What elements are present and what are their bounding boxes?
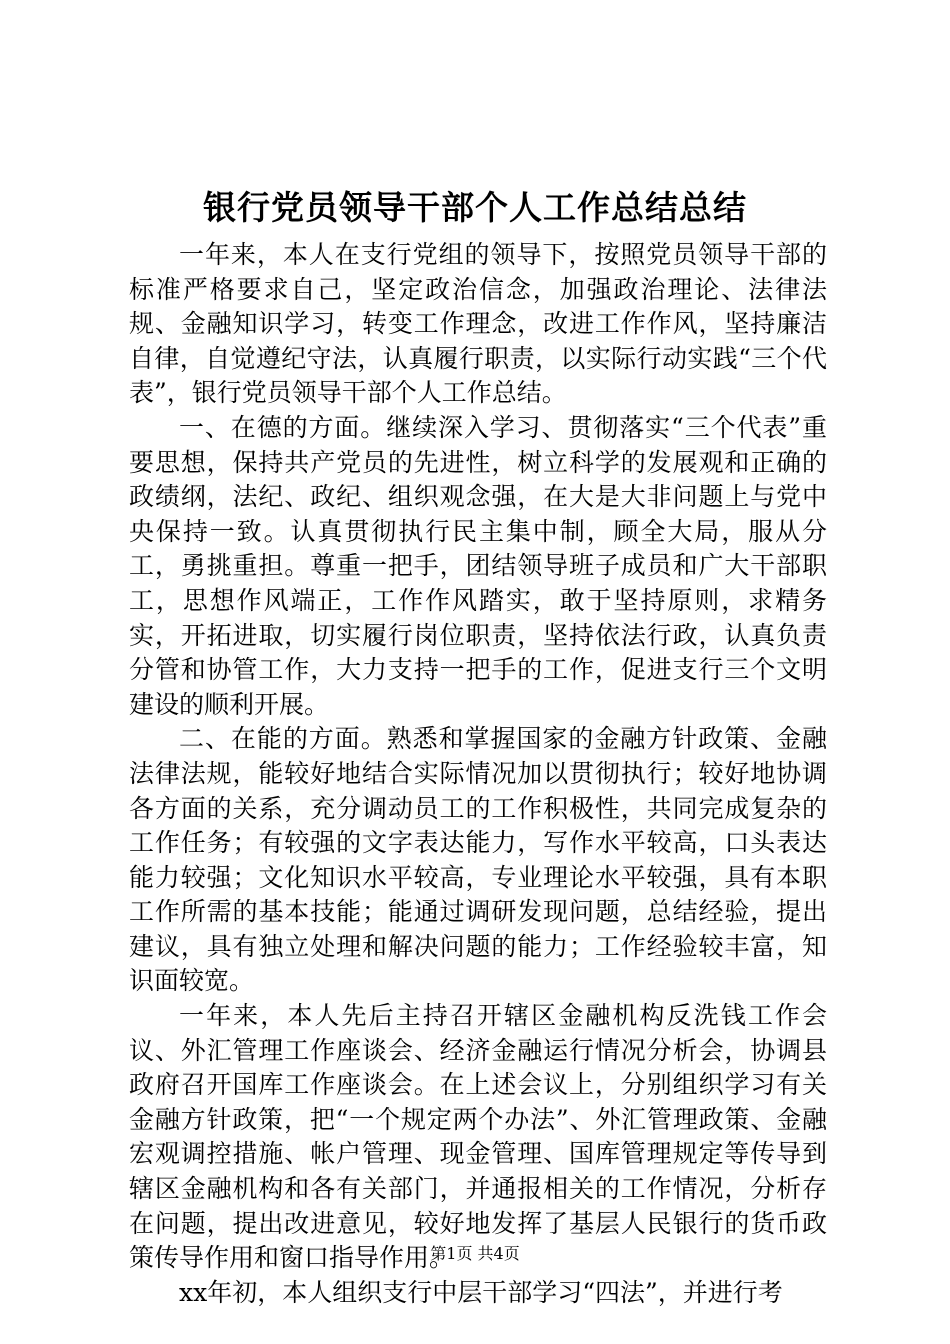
paragraph: 二、在能的方面。熟悉和掌握国家的金融方针政策、金融法律法规，能较好地结合实际情况加以贯彻执行；较好地协调各方面的关系，充分调动员工的工作积极性，共同完成复杂的工作任务；有较强的文字表达能力，写作水平较高，口头表达能力较强；文化知识水平较高，专业理论水平较强，具有本职工作所需的基本技能；能通过调研发现问题，总结经验，提出建议，具有独立处理和解决问题的能力；工作经验较丰富，知识面较宽。 (129, 724, 827, 996)
document-body (129, 238, 827, 1310)
paragraph: 一年来，本人在支行党组的领导下，按照党员领导干部的标准严格要求自己，坚定政治信念，加强政治理论、法律法规、金融知识学习，转变工作理念，改进工作作风，坚持廉洁自律，自觉遵纪守法，认真履行职责，以实际行动实践“三个代表”，银行党员领导干部个人工作总结。 (129, 240, 827, 408)
paragraph: 一年来，本人先后主持召开辖区金融机构反洗钱工作会议、外汇管理工作座谈会、经济金融运行情况分析会，协调县政府召开国库工作座谈会。在上述会议上，分别组织学习有关金融方针政策，把“一个规定两个办法”、外汇管理政策、金融宏观调控措施、帐户管理、现金管理、国库管理规定等传导到辖区金融机构和各有关部门，并通报相关的工作情况，分析存在问题，提出改进意见，较好地发挥了基层人民银行的货币政策传导作用和窗口指导作用。 (129, 1001, 827, 1273)
paragraph: xx年初，本人组织支行中层干部学习“四法”，并进行考 (179, 1277, 783, 1307)
paragraph: 一、在德的方面。继续深入学习、贯彻落实“三个代表”重要思想，保持共产党员的先进性，树立科学的发展观和正确的政绩纲，法纪、政纪、组织观念强，在大是大非问题上与党中央保持一致。认真贯彻执行民主集中制，顾全大局，服从分工，勇挑重担。尊重一把手，团结领导班子成员和广大干部职工，思想作风端正，工作作风踏实，敢于坚持原则，求精务实，开拓进取，切实履行岗位职责，坚持依法行政，认真负责分管和协管工作，大力支持一把手的工作，促进支行三个文明建设的顺利开展。 (129, 412, 827, 719)
document-title: 银行党员领导干部个人工作总结总结 (203, 188, 747, 227)
page-number-footer: 第1页 共4页 (430, 1244, 520, 1263)
